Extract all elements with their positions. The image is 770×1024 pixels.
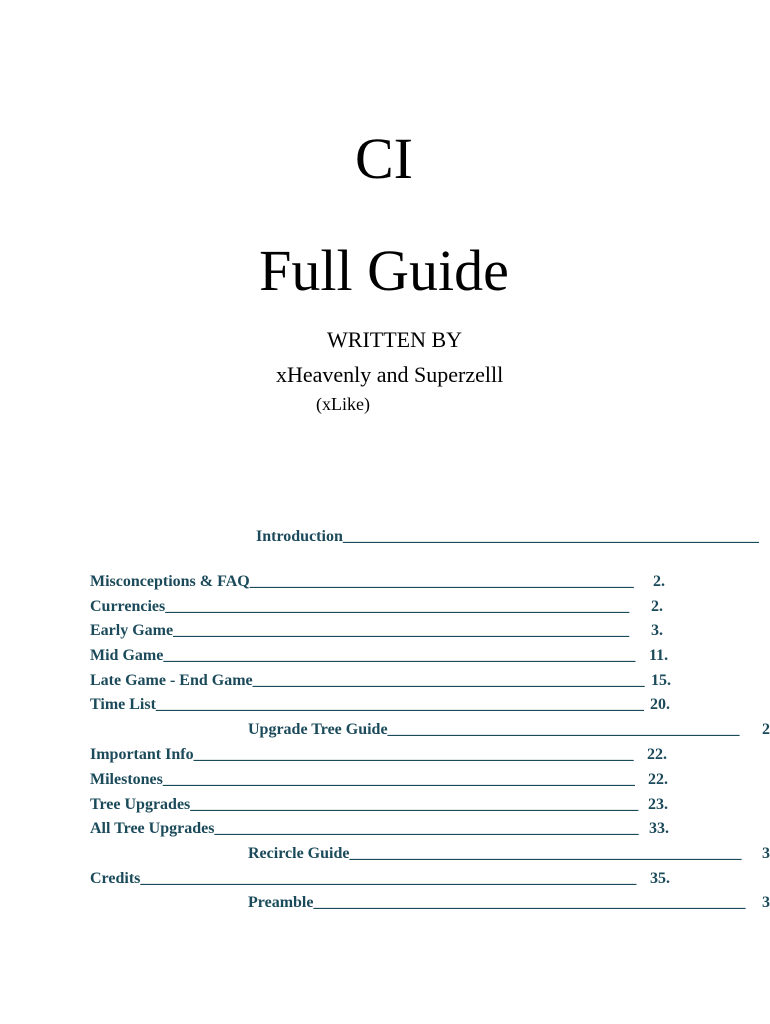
toc-entry-page: 2. — [651, 598, 663, 615]
toc-entry-page: 2. — [653, 573, 665, 590]
toc-entry-label: Important Info_______________________________________________________ — [90, 746, 634, 763]
toc-entry-label: Late Game - End Game_________________________________________________ — [90, 672, 645, 689]
toc-entry-page: 35. — [650, 870, 670, 887]
toc-entry-page: 33. — [649, 820, 669, 837]
toc-entry-page: 22. — [647, 746, 667, 763]
toc-entry-label: Preamble______________________________________________________ — [248, 894, 746, 911]
toc-entry-label: Currencies__________________________________________________________ — [90, 598, 630, 615]
authors-text: xHeavenly and Superzelll — [276, 362, 504, 387]
toc-entry-label: Milestones___________________________________________________________ — [90, 771, 635, 788]
toc-entry-label: All Tree Upgrades_____________________________________________________ — [90, 820, 639, 837]
toc-entry-page: 20. — [650, 696, 670, 713]
written-by-label: WRITTEN BY — [327, 327, 463, 352]
toc-entry-page: 3 — [762, 894, 770, 911]
toc-entry-page: 23. — [648, 796, 668, 813]
toc-entry-label: Introduction____________________________________________________ — [256, 528, 759, 545]
toc-entry-label: Early Game_________________________________________________________ — [90, 622, 630, 639]
document-title-full-guide: Full Guide — [259, 238, 509, 303]
toc-entry-label: Upgrade Tree Guide____________________________________________ — [248, 721, 740, 738]
toc-entry-label: Tree Upgrades________________________________________________________ — [90, 796, 639, 813]
toc-entry-label: Misconceptions & FAQ________________________________________________ — [90, 573, 634, 590]
toc-entry-page: 2 — [762, 721, 770, 738]
toc-entry-label: Mid Game___________________________________________________________ — [90, 647, 636, 664]
toc-entry-page: 15. — [651, 672, 671, 689]
toc-entry-page: 22. — [648, 771, 668, 788]
toc-entry-label: Credits______________________________________________________________ — [90, 870, 637, 887]
toc-entry-page: 11. — [649, 647, 669, 664]
author-alias: (xLike) — [316, 394, 370, 414]
toc-entry-page: 3. — [651, 622, 663, 639]
toc-entry-label: Recircle Guide_________________________________________________ — [248, 845, 742, 862]
document-title-ci: CI — [355, 126, 413, 191]
toc-entry-label: Time List_____________________________________________________________ — [90, 696, 644, 713]
toc-entry-page: 3 — [762, 845, 770, 862]
